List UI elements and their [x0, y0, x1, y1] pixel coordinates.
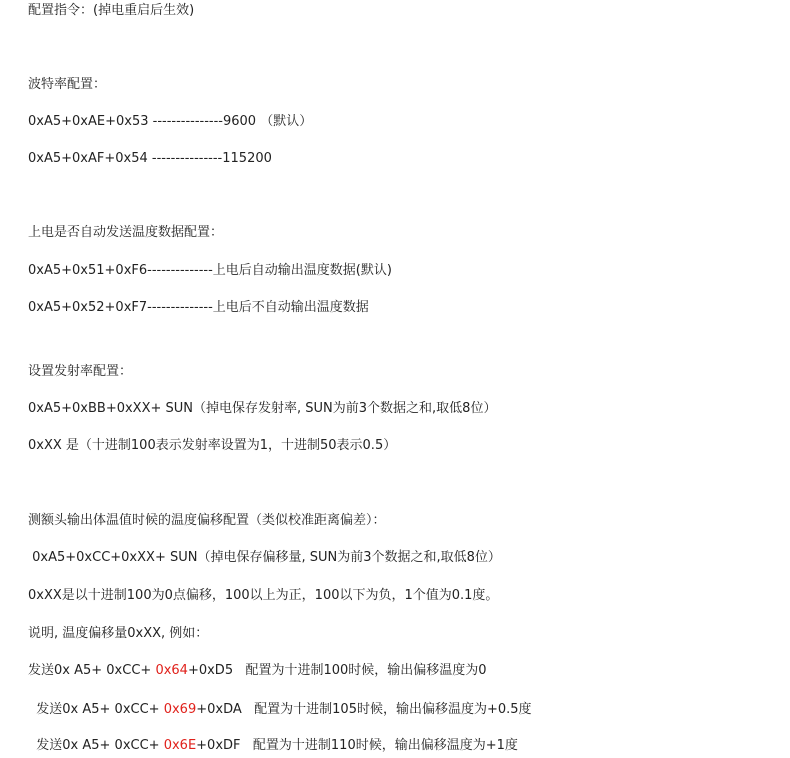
example-prefix: 发送0x A5+ 0xCC+ [28, 702, 164, 717]
example-prefix: 发送0x A5+ 0xCC+ [28, 738, 164, 753]
offset-example-row [28, 701, 532, 719]
emissivity-heading: 设置发射率配置： [28, 364, 133, 379]
emissivity-note-line: 0xXX 是（十进制100表示发射率设置为1，十进制50表示0.5） [28, 438, 397, 453]
offset-example-intro: 说明, 温度偏移量0xXX, 例如： [28, 626, 209, 641]
offset-command-line: 0xA5+0xCC+0xXX+ SUN（掉电保存偏移量, SUN为前3个数据之和,取低8位） [28, 550, 501, 565]
offset-note-line: 0xXX是以十进制100为0点偏移，100以上为正，100以下为负，1个值为0.1度。 [28, 588, 499, 603]
auto-send-line-off: 0xA5+0x52+0xF7--------------上电后不自动输出温度数据 [28, 300, 369, 315]
baud-heading: 波特率配置： [28, 77, 107, 92]
offset-heading: 测额头输出体温值时候的温度偏移配置（类似校准距离偏差）： [28, 513, 386, 528]
example-suffix: +0xDF 配置为十进制110时候，输出偏移温度为+1度 [196, 738, 518, 753]
example-prefix: 发送0x A5+ 0xCC+ [28, 663, 156, 678]
example-highlight-value: 0x6E [163, 738, 197, 753]
example-suffix: +0xDA 配置为十进制105时候，输出偏移温度为+0.5度 [196, 702, 532, 717]
offset-example-row [28, 737, 518, 755]
baud-line-9600: 0xA5+0xAE+0x53 ---------------9600 （默认） [28, 114, 313, 129]
example-highlight-value: 0x69 [163, 702, 197, 717]
intro-line: 配置指令：(掉电重启后生效) [28, 3, 195, 18]
offset-example-row [28, 662, 487, 680]
example-highlight-value: 0x64 [155, 663, 188, 678]
example-suffix: +0xD5 配置为十进制100时候，输出偏移温度为0 [187, 663, 487, 678]
baud-line-115200: 0xA5+0xAF+0x54 ---------------115200 [28, 151, 272, 166]
auto-send-heading: 上电是否自动发送温度数据配置： [28, 225, 224, 240]
emissivity-command-line: 0xA5+0xBB+0xXX+ SUN（掉电保存发射率, SUN为前3个数据之和,取低8位） [28, 401, 497, 416]
auto-send-line-on: 0xA5+0x51+0xF6--------------上电后自动输出温度数据(默认) [28, 263, 392, 278]
